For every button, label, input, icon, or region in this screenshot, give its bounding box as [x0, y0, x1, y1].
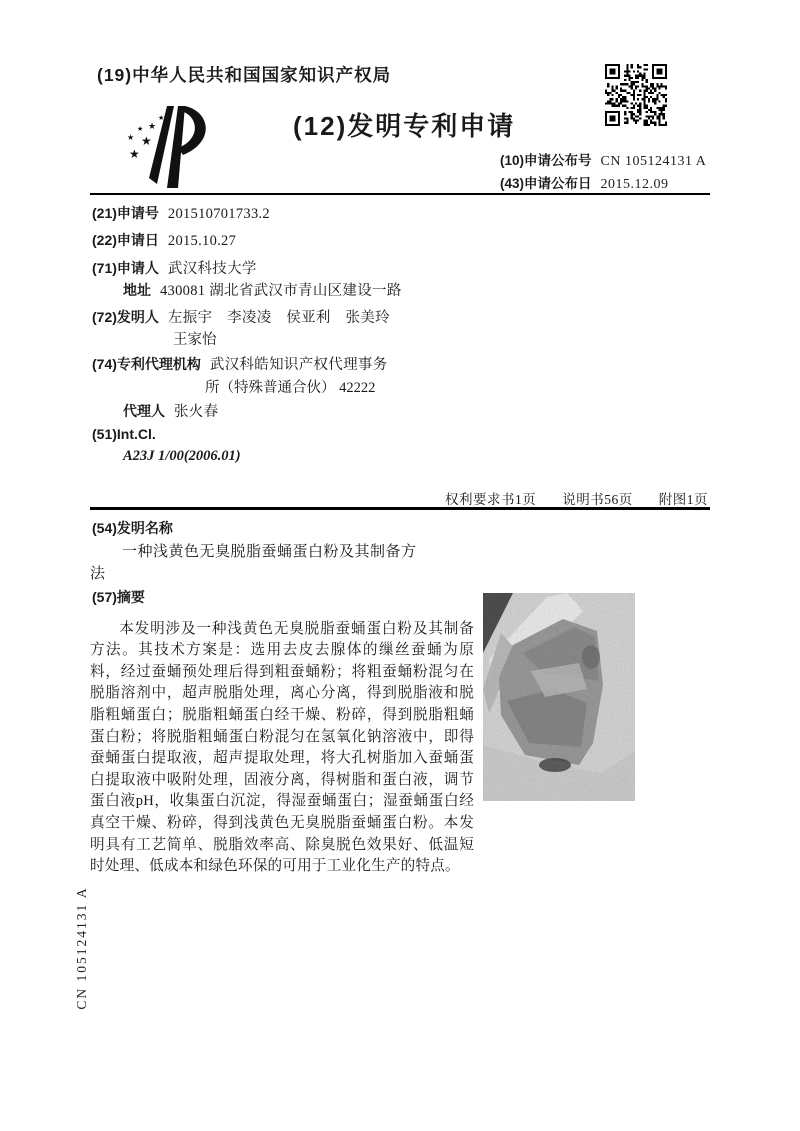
office-header: (19)中华人民共和国国家知识产权局	[97, 65, 392, 85]
star-icon: ★	[141, 134, 152, 148]
agency-value-2: 所（特殊普通合伙） 42222	[205, 380, 376, 396]
header-divider	[90, 193, 710, 195]
section-divider	[90, 507, 710, 510]
pub-no-value: CN 105124131 A	[600, 154, 707, 169]
star-icon: ★	[158, 114, 165, 122]
side-publication-code: CN 105124131 A	[74, 886, 89, 1010]
inventors-line	[92, 306, 390, 327]
pub-date-value: 2015.12.09	[600, 177, 669, 192]
address-value: 430081 湖北省武汉市青山区建设一路	[160, 283, 402, 299]
invention-title-line2: 法	[90, 566, 106, 582]
specimen-photo	[483, 593, 635, 801]
app-date-label: (22)申请日	[92, 232, 159, 248]
agent-line	[123, 400, 218, 421]
applicant-value: 武汉科技大学	[167, 261, 257, 277]
claims-pages: 权利要求书1页	[445, 492, 537, 507]
star-icon: ★	[148, 121, 157, 131]
agent-label: 代理人	[123, 403, 165, 419]
intcl-value: A23J 1/00(2006.01)	[123, 448, 241, 464]
description-pages: 说明书56页	[562, 492, 633, 507]
qr-code-icon	[605, 64, 667, 126]
applicant-line	[92, 257, 257, 278]
agency-label: (74)专利代理机构	[92, 356, 201, 372]
applicant-label: (71)申请人	[92, 260, 159, 276]
doc-type-title: (12)发明专利申请	[293, 111, 516, 141]
agent-value: 张火春	[174, 404, 219, 420]
abstract-text: 本发明涉及一种浅黄色无臭脱脂蚕蛹蛋白粉及其制备方法。其技术方案是：选用去皮去腺体的缫丝蚕蛹为原料，经过蚕蛹预处理后得到粗蚕蛹粉；将粗蚕蛹粉混匀在脱脂溶剂中，超声脱脂处理，离心分离，得到脱脂液和脱脂粗蛹蛋白；脱脂粗蛹蛋白经干燥、粉碎，得到脱脂粗蛹蛋白粉；将脱脂粗蛹蛋白粉混匀在氢氧化钠溶液中，即得蚕蛹蛋白提取液，超声提取处理，将大孔树脂加入蚕蛹蛋白提取液中吸附处理，固液分离，得树脂和蛋白液，调节蛋白液pH，收集蛋白沉淀，得湿蚕蛹蛋白；湿蚕蛹蛋白经真空干燥、粉碎，得到浅黄色无臭脱脂蚕蛹蛋白粉。本发明具有工艺简单、脱脂效率高、除臭脱色效果好、低温短时处理、低成本和绿色环保的可用于工业化生产的特点。	[90, 620, 474, 875]
pub-date-label: (43)申请公布日	[500, 176, 592, 191]
publication-date-line	[500, 172, 669, 193]
application-date-line	[92, 230, 236, 250]
title-section-label: (54)发明名称	[92, 520, 173, 536]
app-date-value: 2015.10.27	[167, 233, 237, 249]
address-line	[123, 279, 402, 300]
pages-info	[445, 488, 708, 508]
figures-pages: 附图1页	[658, 492, 708, 507]
application-number-line	[92, 203, 270, 223]
sipo-emblem-icon	[116, 100, 218, 194]
star-icon: ★	[129, 147, 140, 161]
inventors-line-2	[173, 328, 217, 349]
inventors-value-1: 左振宇 李凌凌 侯亚利 张美玲	[167, 310, 390, 326]
star-icon: ★	[127, 133, 135, 142]
app-no-label: (21)申请号	[92, 205, 159, 221]
app-no-value: 201510701733.2	[167, 206, 270, 222]
publication-number-line	[500, 149, 706, 170]
intcl-label: (51)Int.Cl.	[92, 426, 156, 442]
agency-value-1: 武汉科皓知识产权代理事务	[209, 357, 388, 373]
address-label: 地址	[123, 282, 151, 298]
inventors-label: (72)发明人	[92, 309, 159, 325]
intcl-class-line	[123, 448, 241, 465]
agency-line	[92, 353, 388, 374]
inventors-value-2: 王家怡	[173, 332, 217, 348]
agency-line-2	[205, 376, 375, 397]
pub-no-label: (10)申请公布号	[500, 153, 592, 168]
abstract-section-label: (57)摘要	[92, 589, 145, 605]
invention-title-line1: 一种浅黄色无臭脱脂蚕蛹蛋白粉及其制备方	[122, 544, 417, 560]
star-icon: ★	[137, 125, 144, 133]
intcl-line	[92, 426, 156, 444]
